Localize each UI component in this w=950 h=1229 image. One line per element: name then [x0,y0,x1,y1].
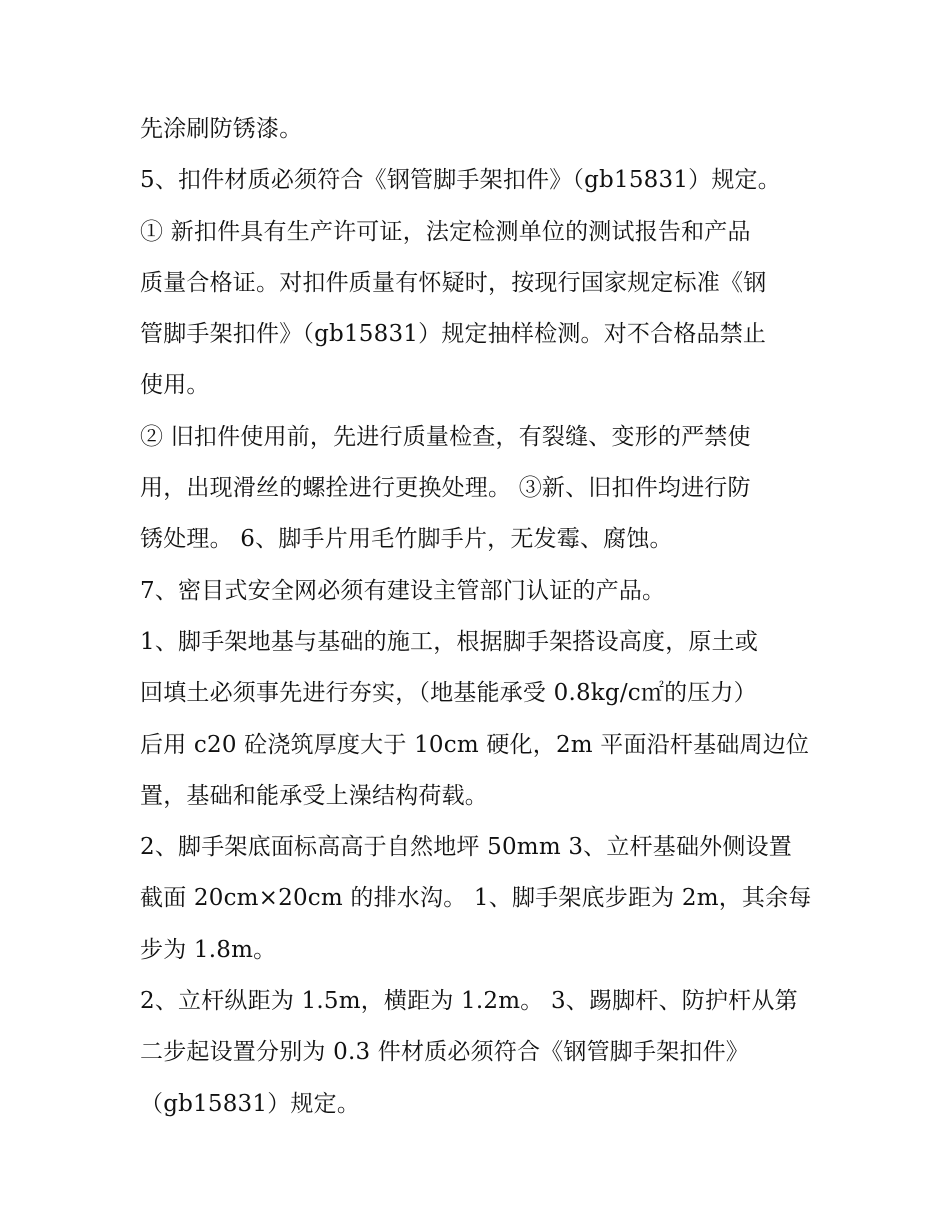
text-line: 后用 c20 砼浇筑厚度大于 10cm 硬化，2m 平面沿杆基础周边位 [140,731,810,758]
text-line: 步为 1.8m。 [140,936,277,963]
text-line: 使用。 [140,372,210,399]
text-line: 截面 20cm×20cm 的排水沟。 1、脚手架底步距为 2m，其余每 [140,885,812,912]
text-line: 5、扣件材质必须符合《钢管脚手架扣件》（gb15831）规定。 [140,167,781,194]
text-line: 回填土必须事先进行夯实，（地基能承受 0.8kg/c㎡的压力） [140,680,757,707]
text-line: 二步起设置分别为 0.3 件材质必须符合《钢管脚手架扣件》 [140,1039,749,1066]
text-line: 2、立杆纵距为 1.5m，横距为 1.2m。 3、踢脚杆、防护杆从第 [140,988,798,1015]
text-line: 2、脚手架底面标高高于自然地坪 50mm 3、立杆基础外侧设置 [140,834,792,861]
text-line: 用，出现滑丝的螺拴进行更换处理。 ③新、旧扣件均进行防 [140,475,751,502]
text-line: 1、脚手架地基与基础的施工，根据脚手架搭设高度，原土或 [140,628,759,655]
text-line: 质量合格证。对扣件质量有怀疑时，按现行国家规定标准《钢 [140,269,767,296]
text-line: 管脚手架扣件》（gb15831）规定抽样检测。对不合格品禁止 [140,321,767,348]
text-line: ① 新扣件具有生产许可证，法定检测单位的测试报告和产品 [140,218,751,245]
text-line: 先涂刷防锈漆。 [140,116,303,142]
text-line: 锈处理。 6、脚手片用毛竹脚手片，无发霉、腐蚀。 [140,526,673,553]
text-line: ② 旧扣件使用前，先进行质量检查，有裂缝、变形的严禁使 [140,423,751,450]
text-line: 7、密目式安全网必须有建设主管部门认证的产品。 [140,577,666,604]
text-line: 置，基础和能承受上澡结构荷载。 [140,782,488,809]
document-body [140,104,830,1130]
text-line: （gb15831）规定。 [140,1090,361,1117]
